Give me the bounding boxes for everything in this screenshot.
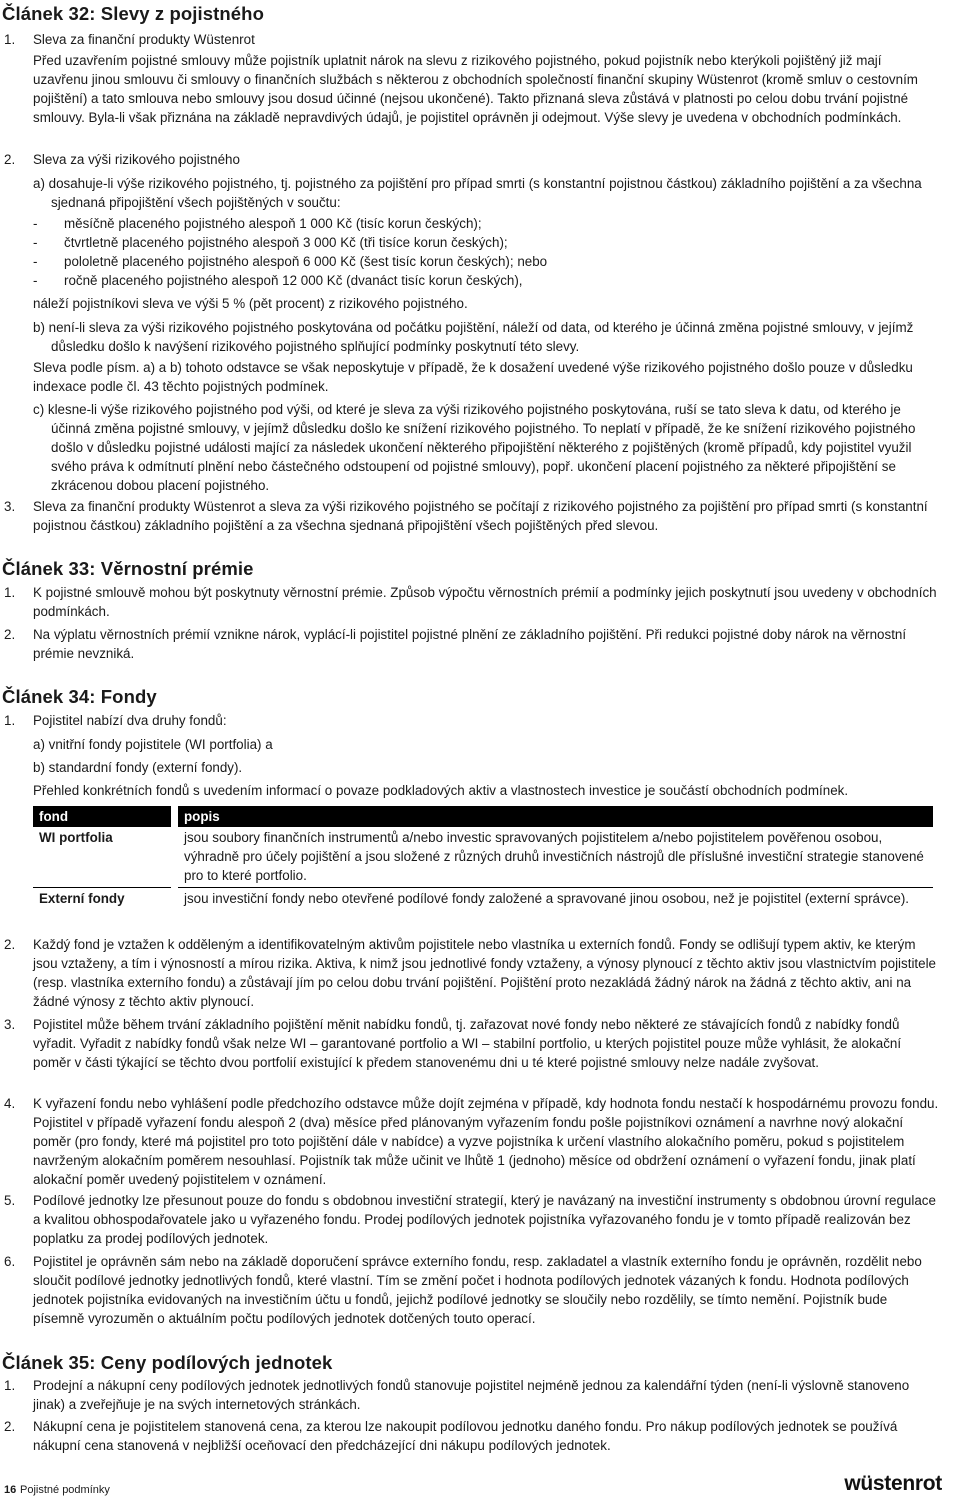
article-32-item-1-heading: Sleva za finanční produkty Wüstenrot [33, 32, 255, 47]
bullet-dash: - [33, 254, 38, 269]
footer-label: Pojistné podmínky [20, 1484, 110, 1496]
fund-description: jsou soubory finančních instrumentů a/nebo investic spravovaných pojistitelem a/nebo pojistitelem pověřenou osobou, výhradně pro účely pojištění a jsou složené z různých druhů investičních nástrojů dle příslušné investiční strategie stanovené pro to které portfolio. [175, 827, 934, 888]
funds-table-header-fond: fond [33, 806, 175, 827]
funds-table [33, 806, 933, 910]
article-32-title: Článek 32: Slevy z pojistného [2, 3, 264, 24]
article-35-item-2-text: Nákupní cena je pojistitelem stanovená cena, za kterou lze nakoupit podílovou jednotku daného fondu. Pro nákup podílových jednotek se používá nákupní cena stanovená v nejbližší oceňovací den předcházející dni nákupu podílových jednotek. [33, 1419, 898, 1453]
article-35-item-2-number: 2. [4, 1419, 16, 1434]
article-32-item-3-number: 3. [4, 499, 16, 514]
funds-table-header [33, 806, 933, 827]
funds-table-header-popis: popis [175, 806, 934, 827]
list-item-monthly: měsíčně placeného pojistného alespoň 1 000 Kč (tisíc korun českých); [64, 216, 482, 231]
list-item-yearly: ročně placeného pojistného alespoň 12 000 Kč (dvanáct tisíc korun českých), [64, 273, 523, 288]
article-34-item-2-number: 2. [4, 937, 16, 952]
table-row [33, 888, 933, 911]
article-34-item-4-text: K vyřazení fondu nebo vyhlášení podle předchozího odstavce může dojít zejména v případě, kdy hodnota fondu nestačí k hospodárnému provozu fondu. Pojistitel v případě vyřazení fondu alespoň 2 (dva) měsíce před plánovaným vyřazením fondu pošle pojistníkovi oznámení a navrhne nový alokační poměr (pro fondy, které má pojistitel pro toto pojištění dále v nabídce) a vyzve pojistníka k určení vlastního alokačního poměru, pokud s pojistitelem navrženým alokačním poměrem nesouhlasí. Pojistník tak může učinit ve lhůtě 1 (jednoho) měsíce od obdržení oznámení o vyřazení fondu, jinak platí alokační poměr uvedený pojistitelem v oznámení. [33, 1096, 939, 1187]
article-32-item-2-number: 2. [4, 152, 16, 167]
fund-name: WI portfolia [33, 827, 175, 888]
article-34-item-3-text: Pojistitel může během trvání základního pojištění měnit nabídku fondů, tj. zařazovat nové fondy nebo některé ze stávajících fondů z nabídky fondů vyřadit. Vyřadit z nabídky fondů však nelze WI – garantované portfolio a WI – stabilní portfolio, u kterých pojistitel pouze může vyhlásit, že alokační poměr v části týkající se těchto dvou portfolií existující k předem stanovenému dni u té které pojistné smlouvy nelze nadále zvyšovat. [33, 1017, 902, 1070]
list-item-half-yearly: pololetně placeného pojistného alespoň 6 000 Kč (šest tisíc korun českých); nebo [64, 254, 548, 269]
article-34-item-6-text: Pojistitel je oprávněn sám nebo na základě doporučení správce externího fondu, resp. zakladatel a vlastník externího fondu je oprávněn, rozdělit nebo sloučit podílové jednotky jednotlivých fondů, které vlastní. Tím se změní počet i hodnota podílových jednotek vázaných k fondu. Hodnota podílových jednotek pojistníka evidovaných na investičním účtu u fondů, jejichž podílové jednotky se sloučily nebo rozdělily, se tímto nemění. Pojistník bude písemně vyrozuměn o aktuálním počtu podílových jednotek dotčených touto operací. [33, 1254, 922, 1326]
article-33-item-2-text: Na výplatu věrnostních prémií vznikne nárok, vyplácí-li pojistitel pojistné plnění ze základního pojištění. Při redukci pojistné doby nárok na věrnostní prémie nevzniká. [33, 627, 907, 661]
article-34-item-1-number: 1. [4, 713, 16, 728]
article-34-item-5-text: Podílové jednotky lze přesunout pouze do fondu s obdobnou investiční strategií, který je navázaný na investiční instrumenty s obdobnou úrovní regulace a kvalitou obhospodařovatele jako u vyřazeného fondu. Prodej podílových jednotek pojistníka vyřazovaného fondu je v tomto případě realizován bez poplatku za prodej podílových jednotek. [33, 1193, 936, 1246]
article-35-title: Článek 35: Ceny podílových jednotek [2, 1352, 333, 1373]
article-34-item-3-number: 3. [4, 1017, 16, 1032]
table-row [33, 827, 933, 888]
article-32-item-2c-text: c) klesne-li výše rizikového pojistného pod výši, od které je sleva za výši rizikového pojistného poskytována, ruší se tato sleva k datu, od kterého je účinná změna pojistné smlouvy, v jejímž důsledku došlo ke snížení rizikového pojistného. To neplatí v případě, že ke snížení rizikového pojistného došlo v důsledku pojistné události mající za následek ukončení některého připojištění některého z pojištěných (kromě případů, kdy pojistitel využil svého práva k odmítnutí plnění nebo částečného odstoupení od pojistné smlouvy), popř. ukončení placení pojistného za některé připojištění se zkrácenou dobou placení pojistného. [33, 402, 916, 493]
list-item-quarterly: čtvrtletně placeného pojistného alespoň 3 000 Kč (tři tisíce korun českých); [64, 235, 508, 250]
article-34-item-2-text: Každý fond je vztažen k odděleným a identifikovatelným aktivům pojistitele nebo vlastníka u externích fondů. Fondy se odlišují typem aktiv, ke kterým jsou vztaženy, a tím i výnosností a mírou rizika. Aktiva, k nimž jsou jednotlivé fondy vztaženy, a výnosy plynoucí z těchto aktiv jsou vlastnictvím pojistitele (resp. vlastníka externího fondu) a zůstávají jím po celou dobu trvání pojištění. Pojištění proto nezakládá žádný nárok na žádná z těchto aktiv, ani na žádné výnosy z těchto aktiv plynoucí. [33, 937, 937, 1009]
article-32-item-2b-text: b) není-li sleva za výši rizikového pojistného poskytována od počátku pojištění, náleží od data, od kterého je účinná změna pojistné smlouvy, v jejímž důsledku došlo k navýšení rizikového pojistného splňující podmínky poskytnutí této slevy. [33, 320, 914, 354]
article-34-item-1-text: Pojistitel nabízí dva druhy fondů: [33, 713, 227, 728]
bullet-dash: - [33, 273, 38, 288]
fund-name: Externí fondy [33, 888, 175, 911]
article-32-discount-statement: náleží pojistníkovi sleva ve výši 5 % (pět procent) z rizikového pojistného. [33, 296, 468, 311]
wustenrot-logo: wüstenrot [844, 1472, 942, 1495]
article-32-item-3-text: Sleva za finanční produkty Wüstenrot a sleva za výši rizikového pojistného se počítají z rizikového pojistného za pojištění pro případ smrti (s konstantní pojistnou částkou) základního pojištění a za všechna sjednaná připojištění všech pojištěných před slevou. [33, 499, 928, 533]
article-33-item-1-number: 1. [4, 585, 16, 600]
bullet-dash: - [33, 216, 38, 231]
fund-description: jsou investiční fondy nebo otevřené podílové fondy založené a spravované jinou osobou, než je pojistitel (externí správce). [184, 891, 910, 906]
article-35-item-1-number: 1. [4, 1378, 16, 1393]
article-32-exception-text: Sleva podle písm. a) a b) tohoto odstavce se však neposkytuje v případě, že k dosažení uvedené výše rizikového pojistného došlo pouze v důsledku indexace podle čl. 43 těchto pojistných podmínek. [33, 360, 913, 394]
article-34-title: Článek 34: Fondy [2, 686, 157, 707]
article-32-item-1-number: 1. [4, 32, 16, 47]
article-34-item-6-number: 6. [4, 1254, 16, 1269]
article-32-item-2a-text: a) dosahuje-li výše rizikového pojistného, tj. pojistného za pojištění pro případ smrti (s konstantní pojistnou částkou) základního pojištění a za všechna sjednaná připojištění všech pojištěných v součtu: [33, 176, 922, 210]
article-34-item-1b: b) standardní fondy (externí fondy). [33, 760, 243, 775]
article-35-item-1-text: Prodejní a nákupní ceny podílových jednotek jednotlivých fondů stanovuje pojistitel nejméně jednou za kalendářní týden (není-li výslovně stanoveno jinak) a zveřejňuje je na svých internetových stránkách. [33, 1378, 910, 1412]
article-34-item-5-number: 5. [4, 1193, 16, 1208]
article-32-item-2-heading: Sleva za výši rizikového pojistného [33, 152, 240, 167]
article-33-item-1-text: K pojistné smlouvě mohou být poskytnuty věrnostní prémie. Způsob výpočtu věrnostních prémií a podmínky jejich poskytnutí jsou uvedeny v obchodních podmínkách. [33, 585, 937, 619]
bullet-dash: - [33, 235, 38, 250]
article-34-item-4-number: 4. [4, 1096, 16, 1111]
article-34-fund-overview: Přehled konkrétních fondů s uvedením informací o povaze podkladových aktiv a vlastnostech investice je součástí obchodních podmínek. [33, 783, 849, 798]
page-number: 16 [4, 1484, 17, 1496]
article-33-title: Článek 33: Věrnostní prémie [2, 558, 254, 579]
article-34-item-1a: a) vnitřní fondy pojistitele (WI portfolia) a [33, 737, 273, 752]
article-32-item-1-text: Před uzavřením pojistné smlouvy může pojistník uplatnit nárok na slevu z rizikového pojistného, pokud pojistník nebo kterýkoli pojištěný již mají uzavřenu jinou smlouvu či smlouvy o finančních službách s některou z obchodních společností finanční skupiny Wüstenrot (kromě smluv o cestovním pojištění) a tato smlouva nebo smlouvy jsou dosud účinné (nejsou ukončené). Takto přiznaná sleva zůstává v platnosti po celou dobu trvání pojistné smlouvy. Byla-li však přiznána na základě nepravdivých údajů, je pojistitel oprávněn ji odejmout. Výše slevy je uvedena v obchodních podmínkách. [33, 53, 918, 125]
article-33-item-2-number: 2. [4, 627, 16, 642]
